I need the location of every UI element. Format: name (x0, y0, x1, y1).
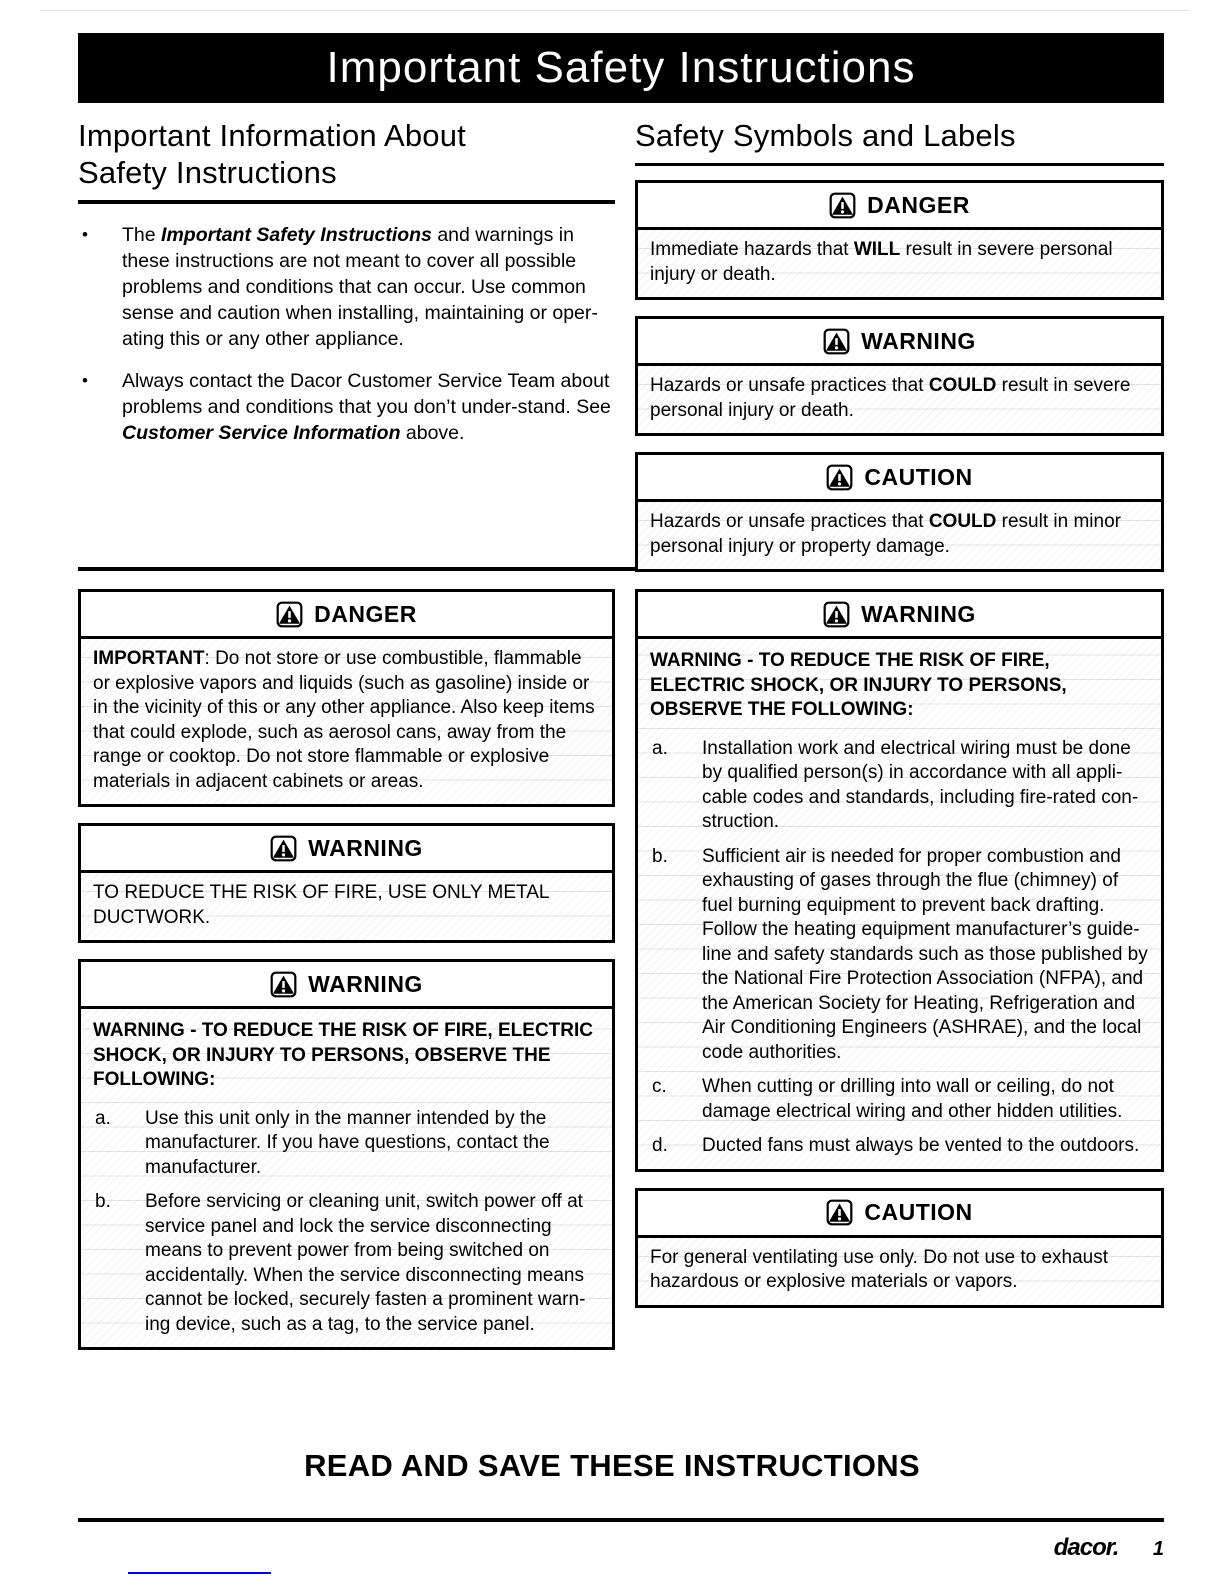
warning-box-body (81, 1009, 612, 1347)
danger-label: DANGER (314, 600, 417, 627)
caution-box (635, 1188, 1164, 1308)
warning-box-body (638, 639, 1161, 1169)
heading-rule-right (635, 163, 1164, 166)
warning-label: WARNING (308, 834, 423, 861)
warning-triangle-icon (823, 601, 850, 628)
warning-label: WARNING (308, 970, 423, 997)
caution-box-body: Hazards or unsafe practices that COULD result in minor personal injury or property damage. (638, 502, 1161, 569)
warning-box-header (81, 826, 612, 873)
section-heading-right: Safety Symbols and Labels (635, 118, 1016, 153)
warning-triangle-icon (270, 835, 297, 862)
bullet-text: The Important Safety Instructions and warnings in these instructions are not meant to cover all possible problems and conditions that can occur. Use common sense and caution when installing, maintaining or oper-ating this or any other appliance. (122, 224, 598, 351)
danger-box (78, 589, 615, 807)
danger-box-header (81, 592, 612, 639)
danger-box-body: Immediate hazards that WILL result in severe personal injury or death. (638, 230, 1161, 297)
caution-box-header (638, 455, 1161, 502)
dacor-logo: dacor. (1053, 1534, 1119, 1561)
caution-box-header (638, 1191, 1161, 1238)
list-item-text: Ducted fans must always be vented to the outdoors. (702, 1135, 1140, 1156)
footer-rule (78, 1518, 1164, 1522)
footer-link-underline[interactable] (128, 1572, 271, 1574)
page-banner (78, 33, 1164, 103)
warning-triangle-icon (826, 464, 853, 491)
warning-box (78, 823, 615, 943)
footer-brand-row (78, 1534, 1164, 1562)
caution-box (635, 452, 1164, 572)
caution-box-body: For general ventilating use only. Do not use to exhaust hazardous or explosive materials or vapors. (638, 1238, 1161, 1305)
list-item-label: a. (652, 737, 668, 759)
list-item-label: c. (652, 1076, 667, 1097)
warning-box-header (81, 962, 612, 1009)
warning-box-header (638, 319, 1161, 366)
page-number: 1 (1152, 1538, 1164, 1560)
warning-label: WARNING (861, 327, 976, 354)
list-item-text: Sufficient air is needed for proper combustion and exhausting of gases through the flue (chimney) of fuel burning equipment to prevent back drafting. Follow the heating equipment manufacturer’s guide-line and safety standards such as those published by the National Fire Protection Association (NFPA), and the American Society for Heating, Refrigeration and Air Conditioning Engineers (ASHRAE), and the local code authorities. (702, 845, 1148, 1063)
read-save-instruction: READ AND SAVE THESE INSTRUCTIONS (304, 1448, 920, 1483)
warning-triangle-icon (276, 601, 303, 628)
page-title: Important Safety Instructions (326, 43, 916, 92)
list-item (650, 845, 1149, 1066)
danger-box-header (638, 183, 1161, 230)
list-item (650, 1075, 1149, 1124)
warning-box-header (638, 592, 1161, 639)
list-item-text: Installation work and electrical wiring must be done by qualified person(s) in accordance with all appli-cable codes and standards, including fire-rated con-struction. (702, 737, 1139, 832)
list-item (650, 1134, 1149, 1159)
list-item-text: Use this unit only in the manner intended by the manufacturer. If you have questions, contact the manufacturer. (145, 1107, 550, 1178)
bullet-marker: • (82, 225, 88, 245)
list-item (93, 1190, 600, 1337)
warning-box (78, 959, 615, 1350)
warning-box-body: TO REDUCE THE RISK OF FIRE, USE ONLY METAL DUCTWORK. (81, 873, 612, 940)
list-item-label: b. (652, 845, 668, 867)
danger-box (635, 180, 1164, 300)
warning-box-body: Hazards or unsafe practices that COULD result in severe personal injury or death. (638, 366, 1161, 433)
warning-box (635, 589, 1164, 1172)
warning-triangle-icon (826, 1199, 853, 1226)
bullet-text: Always contact the Dacor Customer Service Team about problems and conditions that you don’t under-stand. See Customer Service Information above. (122, 370, 611, 445)
warning-lead: WARNING - TO REDUCE THE RISK OF FIRE, ELECTRIC SHOCK, OR INJURY TO PERSONS, OBSERVE THE FOLLOWING: (650, 650, 1067, 720)
list-item-label: b. (95, 1191, 111, 1212)
bullet-marker: • (82, 371, 88, 391)
warning-label: WARNING (861, 600, 976, 627)
list-item (93, 1107, 600, 1181)
bullet-item (78, 368, 615, 446)
warning-triangle-icon (829, 192, 856, 219)
danger-label: DANGER (867, 191, 970, 218)
list-item-label: a. (95, 1107, 111, 1129)
list-item-text: When cutting or drilling into wall or ceiling, do not damage electrical wiring and other hidden utilities. (702, 1076, 1123, 1122)
list-item-text: Before servicing or cleaning unit, switch power off at service panel and lock the service disconnecting means to prevent power from being switched on accidentally. When the service disconnecting means cannot be locked, securely fasten a prominent warn-ing device, such as a tag, to the service panel. (145, 1191, 586, 1335)
list-item (650, 737, 1149, 835)
list-item-label: d. (652, 1135, 668, 1156)
warning-lead: WARNING - TO REDUCE THE RISK OF FIRE, ELECTRIC SHOCK, OR INJURY TO PERSONS, OBSERVE THE FOLLOWING: (93, 1020, 593, 1090)
caution-label: CAUTION (864, 463, 973, 490)
heading-rule-left (78, 200, 615, 204)
caution-label: CAUTION (864, 1199, 973, 1225)
danger-box-body: IMPORTANT: Do not store or use combustible, flammable or explosive vapors and liquids (such as gasoline) inside or in the vicinity of this or any other appliance. Also keep items that could explode, such as aerosol cans, away from the range or cooktop. Do not store flammable or explosive materials in adjacent cabinets or areas. (81, 639, 612, 804)
bullet-list (78, 222, 615, 446)
warning-box (635, 316, 1164, 436)
bullet-item (78, 222, 615, 352)
warning-triangle-icon (270, 971, 297, 998)
section-heading-left: Important Information About Safety Instructions (78, 118, 466, 191)
warning-triangle-icon (823, 328, 850, 355)
